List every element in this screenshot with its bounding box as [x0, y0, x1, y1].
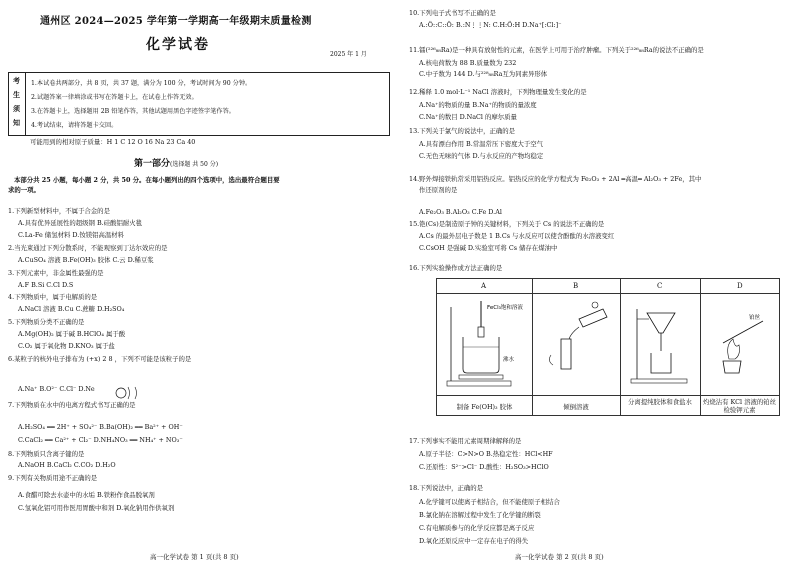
table-caption-c: 分离提纯胶体和食盐水 — [628, 398, 692, 406]
question-line: A.Fe₂O₃ B.Al₂O₃ C.Fe D.Al — [419, 208, 502, 216]
question-line: 8.下列物质只含离子键的是 — [8, 450, 85, 458]
question-line: C.无色无味的气体 D.与水反应的产物均稳定 — [419, 152, 544, 160]
notice-item: 1.本试卷共两部分，共 8 页，共 37 题，满分为 100 分，考试时间为 90 分钟。 — [31, 80, 252, 87]
exam-title: 通州区 2024—2025 学年第一学期高一年级期末质量检测 — [40, 16, 312, 27]
table-caption-a: 制备 Fe(OH)₃ 胶体 — [456, 403, 513, 411]
notice-side-char: 知 — [13, 118, 20, 127]
question-line: A.原子半径：C>N>O B.热稳定性：HCl<HF — [419, 450, 553, 458]
figure-label: FeCl₃饱和溶液 — [487, 305, 523, 311]
subject-title: 化学试卷 — [146, 37, 210, 53]
table-header-divider — [437, 293, 779, 294]
question-line: A.化学键可以使离子相结合，但不能使原子相结合 — [419, 498, 560, 506]
question-line: A.食醋可除去水壶中的水垢 B.铁粉作食品脱氧剂 — [18, 491, 155, 499]
question-line: C.CaCl₂ ══ Ca²⁺ + Cl₂⁻ D.NH₄NO₃ ══ NH₄⁺ + NO₃⁻ — [18, 436, 183, 444]
footer-page-1: 高一化学试卷 第 1 页(共 8 页) — [150, 553, 239, 561]
question-line: B.氯化钠在溶解过程中发生了化学键的断裂 — [419, 511, 541, 519]
atomic-masses: 可能用到的相对原子质量：H 1 C 12 O 16 Na 23 Ca 40 — [30, 138, 196, 146]
part1-heading — [134, 156, 218, 169]
question-line: 14.野外焊接铁轨常采用铝热反应。铝热反应的化学方程式为 Fe₂O₃ + 2Al ═高温═ Al₂O₃ + 2Fe，其中 — [409, 175, 702, 183]
question-line: A.具有漂白作用 B.常温常压下密度大于空气 — [419, 140, 544, 148]
question-line: A.Cs 的最外层电子数是 1 B.Cs 与水反应可以使含酚酞的水溶液变红 — [419, 232, 615, 240]
question-line: C.O₂ 属于氧化物 D.KNO₃ 属于盐 — [18, 342, 115, 350]
question-line: A.Na⁺的物质的量 B.Na⁺的物质的量浓度 — [419, 101, 537, 109]
question-line: A.NaOH B.CaCl₂ C.CO₂ D.H₂O — [18, 461, 116, 469]
question-line: A.Mg(OH)₂ 属于碱 B.HClO₄ 属于酸 — [18, 330, 126, 338]
question-line: 7.下列物质在水中的电离方程式书写正确的是 — [8, 401, 136, 409]
question-line: C.La-Fe 储氢材料 D.钕镁铝高温材料 — [18, 231, 125, 239]
question-line: 16.下列实验操作或方法正确的是 — [409, 264, 503, 272]
notice-item: 4.考试结束，请将答题卡交回。 — [31, 122, 118, 129]
question-line: 17.下列事实不能用元素周期律解释的是 — [409, 437, 522, 445]
table-header-c: C — [657, 282, 663, 290]
exam-date: 2025 年 1 月 — [330, 51, 367, 58]
question-line: 15.铯(Cs)是制造原子钟的关键材料，下列关于 Cs 的说法不正确的是 — [409, 220, 605, 228]
table-header-a: A — [481, 282, 487, 290]
question-line: 13.下列关于氯气的说法中，正确的是 — [409, 127, 516, 135]
apparatus-b-figure — [541, 299, 615, 389]
apparatus-a-figure — [445, 297, 525, 391]
question-line: 18.下列说法中，正确的是 — [409, 484, 484, 492]
candidate-notice-box — [8, 72, 390, 136]
question-line: 9.下列有关物质用途不正确的是 — [8, 474, 98, 482]
question-line: A.CuSO₄ 溶液 B.Fe(OH)₃ 胶体 C.云 D.稀豆浆 — [18, 256, 154, 264]
electron-shell-diagram — [115, 385, 143, 401]
notice-side-label — [9, 73, 26, 135]
question-line: 4.下列物质中，属于电解质的是 — [8, 293, 98, 301]
part1-title: 第一部分 — [134, 159, 171, 169]
figure-label: 沸水 — [503, 357, 515, 363]
question-line: A.H₂SO₄ ══ 2H⁺ + SO₄²⁻ B.Ba(OH)₂ ══ Ba²⁺ + OH⁻ — [18, 423, 183, 431]
question-line: A.NaCl 溶液 B.Cu C.蔗糖 D.H₂SO₄ — [18, 305, 125, 313]
question-line: A.F B.Si C.Cl D.S — [18, 281, 74, 289]
question-line: C.CsOH 是强碱 D.实验室可将 Cs 储存在煤油中 — [419, 244, 558, 252]
question-line: 12.稀释 1.0 mol·L⁻¹ NaCl 溶液时，下列物理量发生变化的是 — [409, 88, 587, 96]
question-line: 6.某粒子的核外电子排布为 (+x) 2 8 ，下列不可能是该粒子的是 — [8, 355, 192, 363]
question-line: 3.下列元素中，非金属性最强的是 — [8, 269, 104, 277]
question-line: D.氧化还原反应中一定存在电子的得失 — [419, 537, 529, 545]
part1-intro: 本部分共 25 小题，每小题 2 分，共 50 分。在每小题列出的四个选项中，选出最符合题目要 — [14, 176, 280, 184]
apparatus-c-figure — [629, 299, 693, 389]
question-line: 2.当光束通过下列分散系时，不能观察到丁达尔效应的是 — [8, 244, 168, 252]
notice-side-char: 生 — [13, 90, 20, 99]
notice-side-char: 考 — [13, 76, 20, 85]
table-header-d: D — [737, 282, 743, 290]
part1-subtitle: (选择题 共 50 分) — [170, 161, 219, 168]
question-line: C.Na⁺的数目 D.NaCl 的摩尔质量 — [419, 113, 517, 121]
question-line: A.核电荷数为 88 B.质量数为 232 — [419, 59, 517, 67]
question-line: C.还原性：S²⁻>Cl⁻ D.酸性：H₂SO₃>HClO — [419, 463, 549, 471]
question-line: A.具有优异延展性的超级钢 B.硅酸铝耐火毯 — [18, 219, 143, 227]
question-line: C.氢氧化铝可用作医用胃酸中和剂 D.氧化钠用作供氧剂 — [18, 504, 175, 512]
notice-item: 2.试题答案一律填涂或书写在答题卡上，在试卷上作答无效。 — [31, 94, 198, 101]
part1-intro: 求的一项。 — [8, 186, 40, 194]
notice-item: 3.在答题卡上，选择题用 2B 铅笔作答，其他试题用黑色字迹签字笔作答。 — [31, 108, 235, 115]
table-caption-divider — [437, 395, 779, 396]
figure-label: 铂丝 — [749, 315, 761, 321]
question-line: 作还原剂的是 — [419, 186, 458, 194]
question-line: C.有电解质参与的化学反应都是离子反应 — [419, 524, 535, 532]
footer-page-2: 高一化学试卷 第 2 页(共 8 页) — [515, 553, 604, 561]
question-line: 5.下列物质分类不正确的是 — [8, 318, 85, 326]
question-line: 1.下列新型材料中，不属于合金的是 — [8, 207, 110, 215]
question-line: A.:Ö::C::Ö: B.:N⋮⋮N: C.H:Ö:H D.Na⁺[:Cl:]⁻ — [419, 21, 562, 29]
table-caption-d: 灼烧沾有 KCl 溶液的铂丝检验钾元素 — [702, 398, 777, 414]
question-line: A.Na⁺ B.O²⁻ C.Cl⁻ D.Ne — [18, 385, 95, 393]
apparatus-d-figure — [709, 299, 777, 389]
q16-options-table — [436, 278, 780, 416]
question-line: 11.镭(²²⁶₈₈Ra)是一种具有放射性的元素，在医学上可用于治疗肿瘤。下列关于²²⁶₈₈Ra的说法不正确的是 — [409, 46, 704, 54]
question-line: 10.下列电子式书写不正确的是 — [409, 9, 496, 17]
table-header-b: B — [573, 282, 579, 290]
table-caption-b: 倾倒溶液 — [563, 403, 589, 411]
question-line: C.中子数为 144 D.与²²⁸₈₈Ra互为同素异形体 — [419, 70, 548, 78]
notice-side-char: 须 — [13, 104, 20, 113]
